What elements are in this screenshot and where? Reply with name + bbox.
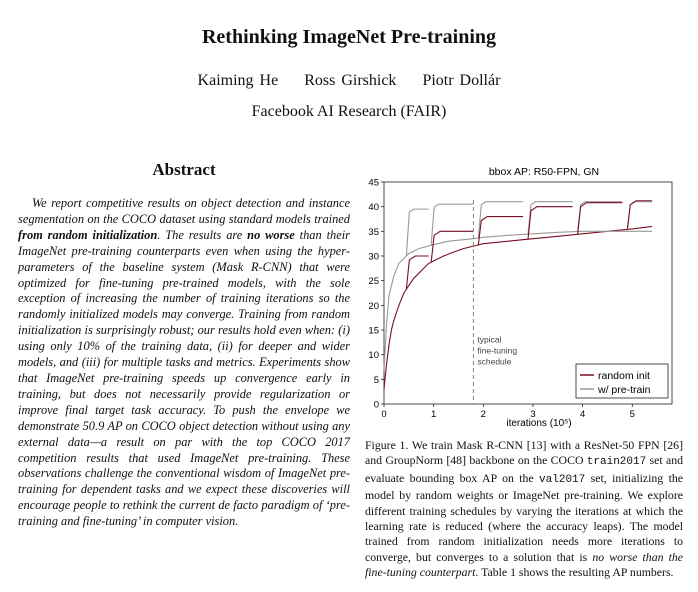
- abstract-text: We report competitive results on object detection and instance segmentation on the COCO dataset using standard models trained: [18, 196, 350, 226]
- affiliation: Facebook AI Research (FAIR): [251, 103, 447, 120]
- abstract-heading: Abstract: [152, 160, 216, 179]
- x-tick-label: 1: [431, 409, 437, 420]
- abstract-bold: from random initialization: [18, 227, 158, 242]
- caption-text: set and evaluate bounding box AP on the: [365, 453, 683, 485]
- author-name: Kaiming He: [197, 72, 279, 89]
- random-init-jump: [528, 207, 573, 240]
- chart-legend: [576, 364, 668, 398]
- y-tick-label: 30: [368, 251, 379, 263]
- y-tick-label: 0: [373, 399, 379, 411]
- random-init-jump: [431, 231, 473, 262]
- caption-italic: no worse than the fine-tuning counterpart: [365, 549, 683, 580]
- x-tick-label: 0: [381, 409, 387, 420]
- y-tick-label: 15: [368, 325, 379, 337]
- author-name: Ross Girshick: [304, 72, 397, 89]
- chart-series: [384, 201, 652, 389]
- annotation-text: fine-tuning: [477, 345, 518, 356]
- caption-text: Figure 1. We train Mask R-CNN [13] with a ResNet-50 FPN [26] and GroupNorm [48] backbone on the COCO: [365, 438, 683, 468]
- x-tick-label: 4: [579, 409, 586, 420]
- abstract-text: than their ImageNet pre-training counterparts even when using the hyper-parameters of the baseline system (Mask R-CNN) that were optimized for fine-tuning pre-trained models, with the sole exception of increasing the number of training iterations so the randomly initialized models may converge. Training from random initialization is surprisingly robust; our results hold even when: (i) using only 10% of the training data, (ii) for deeper and wider models, and (iii) for multiple tasks and metrics. Experiments show that ImageNet pre-training speeds up convergence early in training, but does not necessarily provide regularization or improve final target task accuracy. To push the envelope we demonstrate 50.9 AP on COCO object detection without using any external data—a result on par with the top COCO 2017 competition results that used ImageNet pre-training. These observations challenge the conventional wisdom of ImageNet pre-training for dependent tasks and we expect these discoveries will encourage people to rethink the current de facto paradigm of ‘pre-training and fine-tuning’ in computer vision.: [18, 227, 350, 529]
- y-tick-label: 40: [368, 202, 379, 214]
- series-line: [384, 231, 652, 369]
- x-tick-label: 5: [629, 409, 635, 420]
- x-tick-label: 3: [530, 409, 536, 420]
- caption-text: set, initializing the model by random weights or ImageNet pre-training. We explore different training schedules by varying the iterations at which the learning rate is reduced (where the accuracy leaps). The model trained from random initialization needs more iterations to converge, but converges to a solution that is: [365, 470, 683, 564]
- annotation-text: typical: [477, 334, 502, 345]
- legend-label: w/ pre-train: [598, 384, 651, 396]
- y-tick-label: 25: [368, 276, 379, 288]
- abstract-body: [18, 196, 350, 530]
- abstract-text: . The results are: [157, 227, 248, 242]
- figure-caption: [365, 438, 683, 581]
- pretrain-jump: [478, 202, 523, 238]
- abstract-bold: no worse: [247, 227, 295, 242]
- caption-mono: val2017: [539, 473, 586, 486]
- author-list: [0, 72, 698, 90]
- abstract-paragraph: [18, 196, 350, 530]
- author-name: Piotr Dollár: [422, 72, 501, 89]
- y-tick-label: 35: [368, 226, 379, 238]
- y-tick-label: 5: [373, 374, 379, 386]
- y-tick-label: 45: [368, 177, 379, 189]
- caption-text: . Table 1 shows the resulting AP numbers.: [475, 565, 674, 580]
- x-tick-label: 2: [480, 409, 486, 420]
- caption-mono: train2017: [586, 456, 647, 469]
- annotation-text: schedule: [477, 356, 512, 367]
- y-tick-label: 20: [368, 300, 379, 312]
- random-init-jump: [627, 201, 652, 230]
- x-axis-label: iterations (10⁵): [506, 418, 572, 429]
- figure-1-chart: [354, 160, 680, 430]
- chart-title: bbox AP: R50-FPN, GN: [488, 166, 600, 178]
- random-init-jump: [578, 203, 623, 235]
- paper-title: Rethinking ImageNet Pre-training: [201, 26, 497, 48]
- legend-label: random init: [598, 370, 650, 382]
- y-tick-label: 10: [368, 350, 379, 362]
- pretrain-jump: [578, 202, 623, 232]
